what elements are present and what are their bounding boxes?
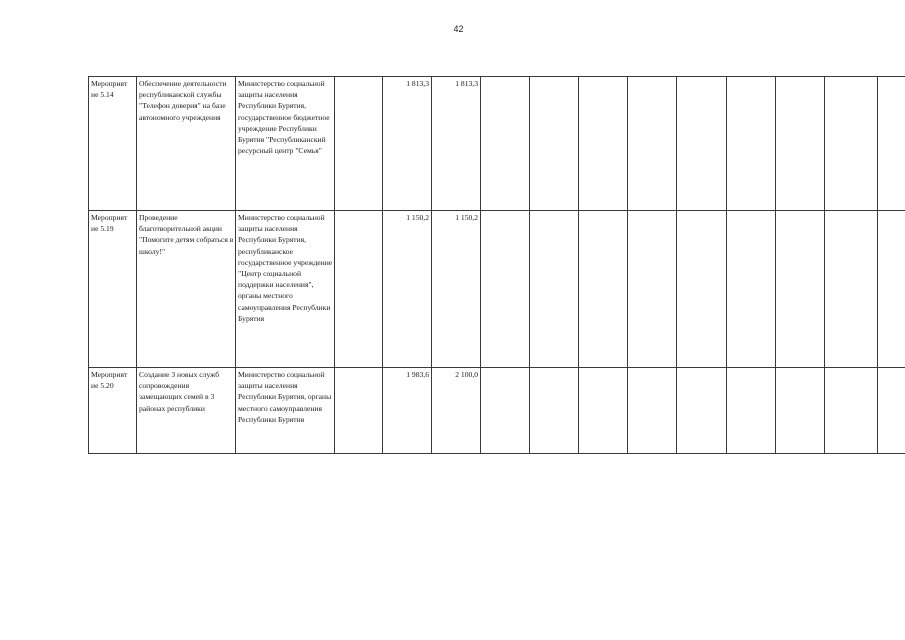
empty-cell <box>878 77 905 211</box>
amount-cell: 2 100,0 <box>432 368 481 454</box>
empty-cell <box>481 77 530 211</box>
amount-cell: 1 813,3 <box>432 77 481 211</box>
empty-cell <box>727 368 776 454</box>
empty-cell <box>335 368 383 454</box>
empty-cell <box>825 77 878 211</box>
event-id-cell: Мероприят ие 5.19 <box>89 211 137 368</box>
table-row <box>89 211 905 368</box>
empty-cell <box>677 211 727 368</box>
event-name-cell: Создание 3 новых служб сопровождения замещающих семей в 3 районах республики <box>137 368 236 454</box>
empty-cell <box>677 77 727 211</box>
amount-cell: 1 813,3 <box>383 77 432 211</box>
empty-cell <box>530 77 579 211</box>
empty-cell <box>579 211 628 368</box>
event-id-cell: Мероприят ие 5.14 <box>89 77 137 211</box>
executor-cell: Министерство социальной защиты населения Республики Бурятия, республиканское государственное учреждение "Центр социальной поддержки населения", органы местного самоуправления Республики Бурятия <box>236 211 335 368</box>
empty-cell <box>335 77 383 211</box>
executor-cell: Министерство социальной защиты населения Республики Бурятия, органы местного самоуправления Республики Бурятия <box>236 368 335 454</box>
empty-cell <box>628 211 677 368</box>
empty-cell <box>481 368 530 454</box>
amount-cell: 1 150,2 <box>383 211 432 368</box>
amount-cell: 1 983,6 <box>383 368 432 454</box>
empty-cell <box>628 77 677 211</box>
empty-cell <box>579 77 628 211</box>
empty-cell <box>530 211 579 368</box>
empty-cell <box>579 368 628 454</box>
program-events-table <box>88 76 905 454</box>
table-row <box>89 368 905 454</box>
empty-cell <box>776 77 825 211</box>
page-number: 42 <box>453 24 464 34</box>
event-name-cell: Проведение благотворительной акции "Помогите детям собраться в школу!" <box>137 211 236 368</box>
empty-cell <box>878 211 905 368</box>
empty-cell <box>530 368 579 454</box>
empty-cell <box>335 211 383 368</box>
empty-cell <box>878 368 905 454</box>
executor-cell: Министерство социальной защиты населения Республики Бурятия, государственное бюджетное учреждение Республики Бурятия "Республиканский ресурсный центр "Семья" <box>236 77 335 211</box>
amount-cell: 1 150,2 <box>432 211 481 368</box>
event-id-cell: Мероприят ие 5.20 <box>89 368 137 454</box>
event-name-cell: Обеспечение деятельности республиканской службы "Телефон доверия" на базе автономного учреждения <box>137 77 236 211</box>
empty-cell <box>776 368 825 454</box>
empty-cell <box>727 211 776 368</box>
empty-cell <box>677 368 727 454</box>
empty-cell <box>776 211 825 368</box>
table-row <box>89 77 905 211</box>
empty-cell <box>825 211 878 368</box>
empty-cell <box>481 211 530 368</box>
empty-cell <box>825 368 878 454</box>
empty-cell <box>727 77 776 211</box>
empty-cell <box>628 368 677 454</box>
